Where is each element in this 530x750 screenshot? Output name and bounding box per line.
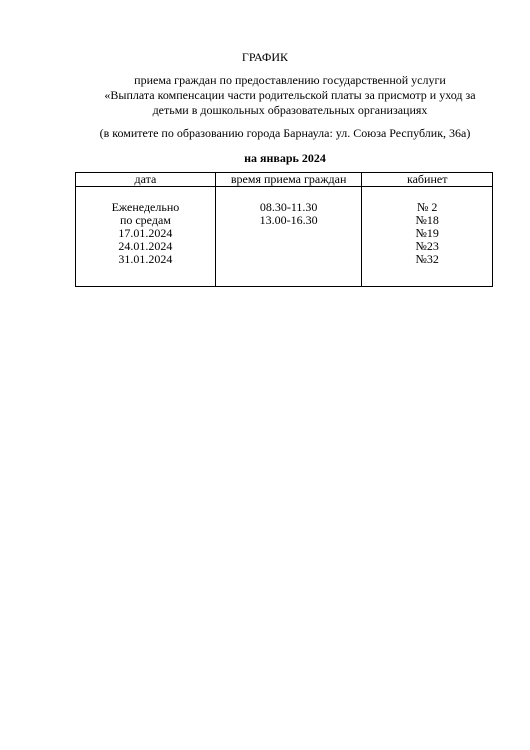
date-line: 31.01.2024 (118, 252, 173, 266)
date-line: по средам (119, 213, 171, 227)
time-line: 13.00-16.30 (259, 213, 318, 227)
header-office: кабинет (362, 173, 493, 187)
header-reception-time: время приема граждан (215, 173, 362, 187)
office-line: №19 (415, 226, 439, 240)
document-title: ГРАФИК (241, 50, 289, 64)
date-line: 17.01.2024 (118, 226, 173, 240)
office-line: № 2 (416, 200, 438, 214)
table-row (76, 187, 493, 287)
subtitle-line: приема граждан по предоставлению государственной услуги (134, 73, 446, 87)
date-line: Еженедельно (111, 200, 180, 214)
office-line: №32 (415, 252, 439, 266)
time-cell (215, 187, 362, 287)
date-line: 24.01.2024 (118, 239, 173, 253)
office-line: №18 (415, 213, 439, 227)
schedule-table (75, 172, 493, 287)
office-cell (362, 187, 493, 287)
time-line: 08.30-11.30 (259, 200, 318, 214)
schedule-period: на январь 2024 (244, 151, 326, 165)
subtitle-line: детьми в дошкольных образовательных организациях (152, 103, 428, 117)
location-note: (в комитете по образованию города Барнаула: ул. Союза Республик, 36а) (99, 126, 471, 140)
date-cell (76, 187, 216, 287)
header-date: дата (76, 173, 216, 187)
subtitle-line: «Выплата компенсации части родительской платы за присмотр и уход за (104, 88, 476, 102)
document-subtitle (80, 73, 500, 118)
table-header-row (76, 173, 493, 187)
office-line: №23 (415, 239, 439, 253)
